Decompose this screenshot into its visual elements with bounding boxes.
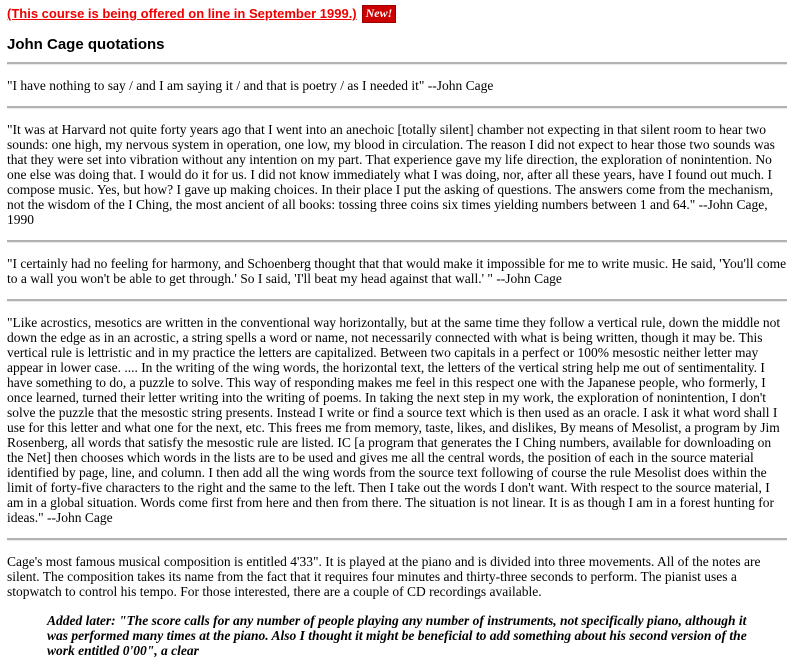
divider	[7, 62, 787, 65]
blockquote-added-later: Added later: "The score calls for any number of people playing any number of instruments, not specifically piano, although it was performed many times at the piano. Also I thought it might be beneficial to add something about his second version of the work entitled 0'00", a clear	[47, 613, 747, 658]
quote-anechoic-chamber: "It was at Harvard not quite forty years ago that I went into an anechoic [totally silent] chamber not expecting in that silent room to hear two sounds: one high, my nervous system in operation, one low, my blood in circulation. The reason I did not expect to hear those two sounds was that they were set into vibration without any intention on my part. That experience gave my life direction, the exploration of nonintention. No one else was doing that. I would do it for us. I did not know immediately what I was doing, nor, after all these years, have I found out much. I compose music. Yes, but how? I gave up making choices. In their place I put the asking of questions. The answers come from the mechanism, not the wisdom of the I Ching, the most ancient of all books: tossing three coins six times yielding numbers between 1 and 64." --John Cage, 1990	[7, 122, 775, 227]
page-title: John Cage quotations	[7, 36, 165, 53]
quote-schoenberg-wall: "I certainly had no feeling for harmony, and Schoenberg thought that that would make it impossible for me to write music. He said, 'You'll come to a wall you won't be able to get through.' So I said, 'I'll beat my head against that wall.' " --John Cage	[7, 256, 787, 286]
course-announcement-line	[7, 5, 787, 23]
quote-mesostics: "Like acrostics, mesotics are written in the conventional way horizontally, but at the same time they follow a vertical rule, down the middle not down the edge as in an acrostic, a string spells a word or name, not necessarily connected with what is being written, though it may be. This vertical rule is lettristic and in my practice the letters are capitalized. Between two capitals in a perfect or 100% mesostic neither letter may appear in lower case. .... In the writing of the wing words, the horizontal text, the letters of the vertical string help me out of sentimentality. I have something to do, a puzzle to solve. This way of responding makes me feel in this respect one with the Japanese people, who formerly, I once learned, turned their letter writing into the writing of poems. In taking the next step in my work, the exploration of nonintention, I don't solve the puzzle that the mesostic string presents. Instead I write or find a source text which is then used as an oracle. I ask it what word shall I use for this letter and what one for the next, etc. This frees me from memory, taste, likes, and dislikes, By means of Mesolist, a program by Jim Rosenberg, all words that satisfy the mesostic rule are listed. IC [a program that generates the I Ching numbers, available for downloading on the Net] then chooses which words in the lists are to be used and gives me all the central words, the position of each in the source material identified by page, line, and column. I then add all the wing words from the source text following of course the rule Mesolist does within the limit of forty-five characters to the right and the same to the left. Then I take out the words I don't want. With respect to the source material, I am in a global situation. Words come first from here and then from there. The situation is not linear. It is as though I am in a forest hunting for ideas." --John Cage	[7, 315, 781, 525]
divider	[7, 240, 787, 243]
divider	[7, 538, 787, 541]
course-offered-online-link[interactable]: (This course is being offered on line in September 1999.)	[7, 6, 357, 21]
divider	[7, 106, 787, 109]
quote-nothing-to-say: "I have nothing to say / and I am saying it / and that is poetry / as I needed it" --John Cage	[7, 78, 494, 93]
divider	[7, 299, 787, 302]
para-433-composition: Cage's most famous musical composition is entitled 4'33". It is played at the piano and is divided into three movements. All of the notes are silent. The composition takes its name from the fact that it requires four minutes and thirty-three seconds to perform. The pianist uses a stopwatch to control his tempo. For those interested, there are a couple of CD recordings available.	[7, 554, 761, 599]
new-badge: New!	[362, 5, 397, 23]
